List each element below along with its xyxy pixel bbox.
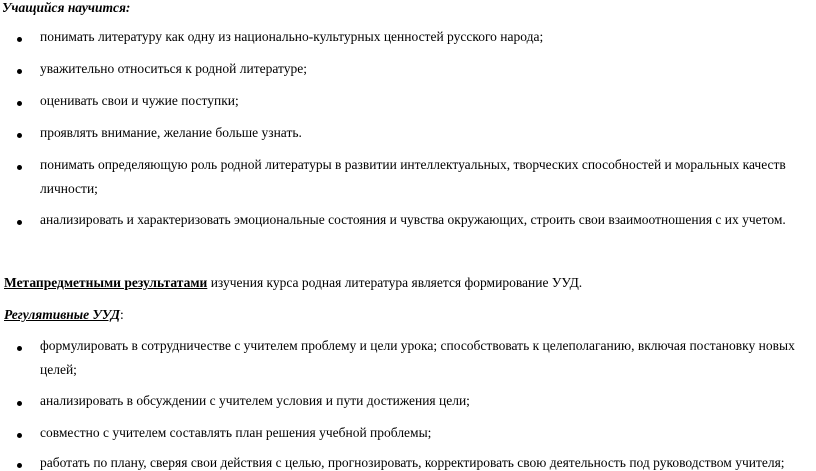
list-item: работать по плану, сверяя свои действия с целью, прогнозировать, корректировать свою деятельность под руководством учителя; (40, 455, 785, 470)
bullet-icon (17, 463, 22, 468)
list-item: оценивать свои и чужие поступки; (40, 93, 239, 108)
list-item-continuation: целей; (40, 362, 77, 377)
list-item: анализировать и характеризовать эмоциональные состояния и чувства окружающих, строить свои взаимоотношения с их учетом. (40, 212, 786, 227)
regulative-heading (4, 307, 124, 323)
list-item: понимать определяющую роль родной литературы в развитии интеллектуальных, творческих способностей и моральных качеств (40, 157, 786, 172)
bullet-icon (17, 220, 22, 225)
bullet-icon (17, 133, 22, 138)
list-item: формулировать в сотрудничестве с учителем проблему и цели урока; способствовать к целеполаганию, включая постановку новых (40, 338, 795, 353)
bullet-icon (17, 433, 22, 438)
meta-text: изучения курса родная литература является формирование УУД. (207, 275, 583, 290)
regulative-heading-text: Регулятивные УУД (4, 307, 120, 322)
bullet-icon (17, 69, 22, 74)
bullet-icon (17, 37, 22, 42)
bullet-icon (17, 165, 22, 170)
list-item: проявлять внимание, желание больше узнать. (40, 125, 302, 140)
list-item: уважительно относиться к родной литературе; (40, 61, 307, 76)
list-item: анализировать в обсуждении с учителем условия и пути достижения цели; (40, 393, 470, 408)
list-item-continuation: личности; (40, 181, 98, 196)
meta-heading: Метапредметными результатами (4, 275, 208, 290)
meta-paragraph (4, 275, 582, 291)
regulative-colon: : (119, 307, 124, 322)
list-item: совместно с учителем составлять план решения учебной проблемы; (40, 425, 432, 440)
bullet-icon (17, 101, 22, 106)
section1-heading: Учащийся научится: (2, 0, 131, 15)
bullet-icon (17, 401, 22, 406)
bullet-icon (17, 346, 22, 351)
list-item: понимать литературу как одну из национально-культурных ценностей русского народа; (40, 29, 544, 44)
